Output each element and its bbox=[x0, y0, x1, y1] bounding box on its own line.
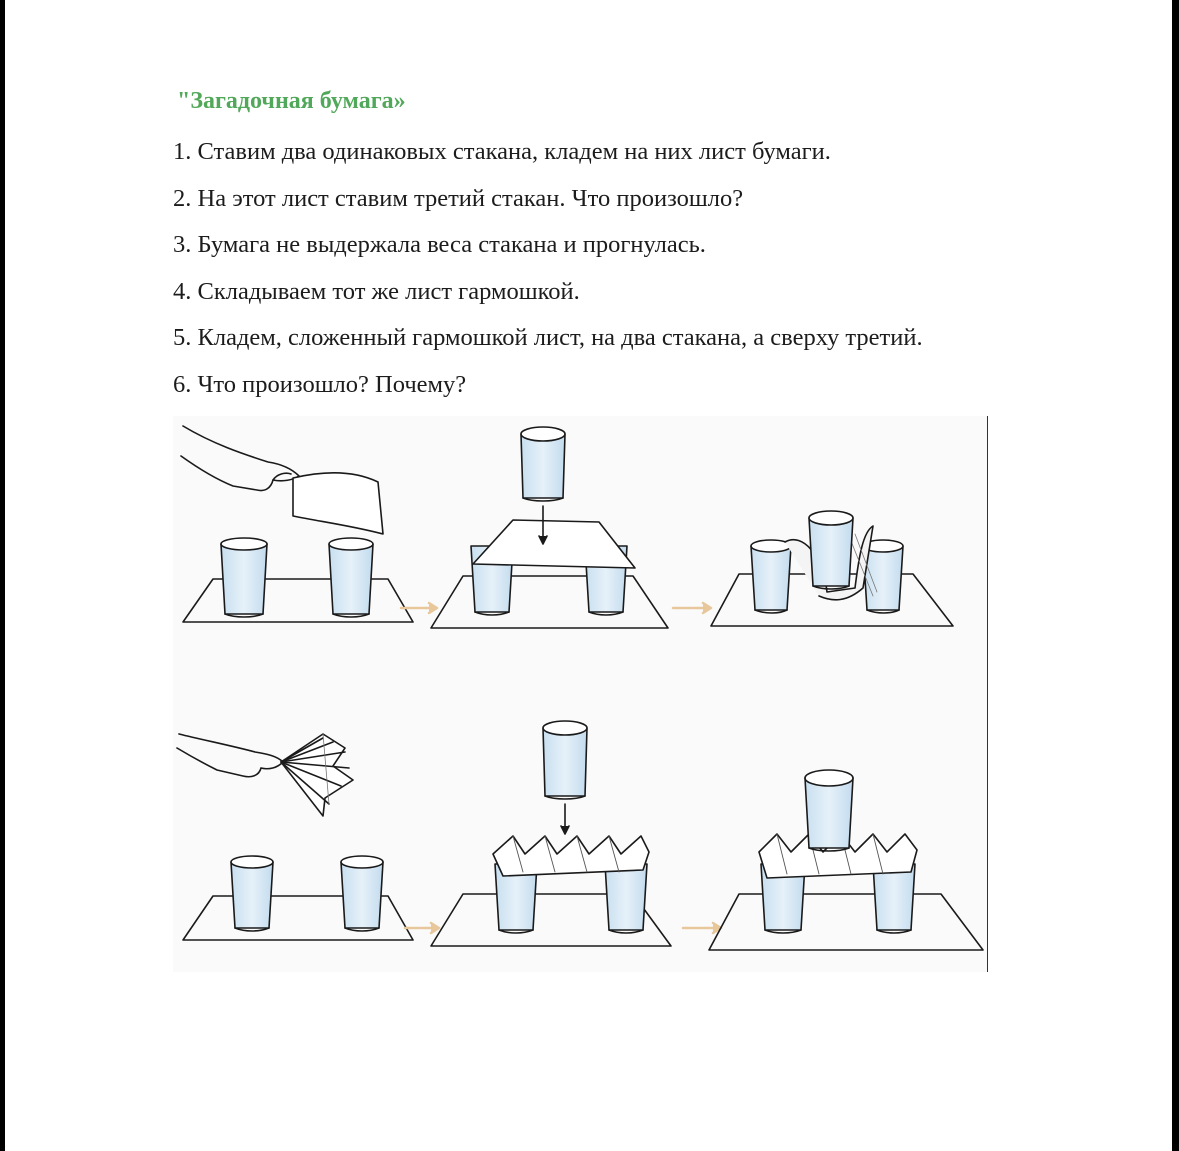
panel-6 bbox=[709, 770, 983, 950]
step-item: 5. Кладем, сложенный гармошкой лист, на два стакана, а сверху третий. bbox=[173, 324, 923, 351]
paper-sheet-icon bbox=[293, 473, 383, 534]
glass-icon bbox=[329, 538, 373, 617]
step-item: 2. На этот лист ставим третий стакан. Что произошло? bbox=[173, 184, 744, 212]
experiment-illustration bbox=[173, 416, 988, 972]
step-item: 6. Что произошло? Почему? bbox=[173, 370, 467, 398]
paper-sheet-icon bbox=[183, 579, 413, 622]
step-item: 4. Складываем тот же лист гармошкой. bbox=[173, 277, 580, 305]
glass-icon bbox=[605, 864, 647, 933]
glass-icon bbox=[231, 856, 273, 931]
accordion-paper-icon bbox=[281, 734, 353, 816]
document-page bbox=[5, 0, 1172, 1151]
accordion-paper-icon bbox=[493, 836, 649, 876]
glass-icon bbox=[341, 856, 383, 931]
glass-icon bbox=[751, 540, 791, 613]
panel-3 bbox=[711, 511, 953, 626]
paper-sheet-icon bbox=[473, 520, 635, 568]
arrow-right-icon bbox=[683, 923, 721, 933]
hand-icon bbox=[177, 734, 283, 777]
step-item: 3. Бумага не выдержала веса стакана и прогнулась. bbox=[173, 231, 706, 258]
arrow-right-icon bbox=[673, 603, 711, 613]
glass-icon bbox=[805, 770, 853, 851]
steps-list bbox=[173, 136, 923, 415]
panel-4 bbox=[177, 734, 413, 940]
panel-5 bbox=[431, 721, 671, 946]
arrow-right-icon bbox=[405, 923, 439, 933]
glass-icon bbox=[521, 427, 565, 501]
glass-icon bbox=[873, 864, 915, 933]
glass-icon bbox=[809, 511, 853, 589]
hand-icon bbox=[181, 426, 299, 491]
page-title: "Загадочная бумага» bbox=[177, 88, 406, 114]
step-item: 1. Ставим два одинаковых стакана, кладем на них лист бумаги. bbox=[173, 138, 831, 165]
glass-icon bbox=[221, 538, 267, 617]
panel-1 bbox=[181, 426, 413, 622]
glass-icon bbox=[543, 721, 587, 799]
panel-2 bbox=[431, 427, 668, 628]
